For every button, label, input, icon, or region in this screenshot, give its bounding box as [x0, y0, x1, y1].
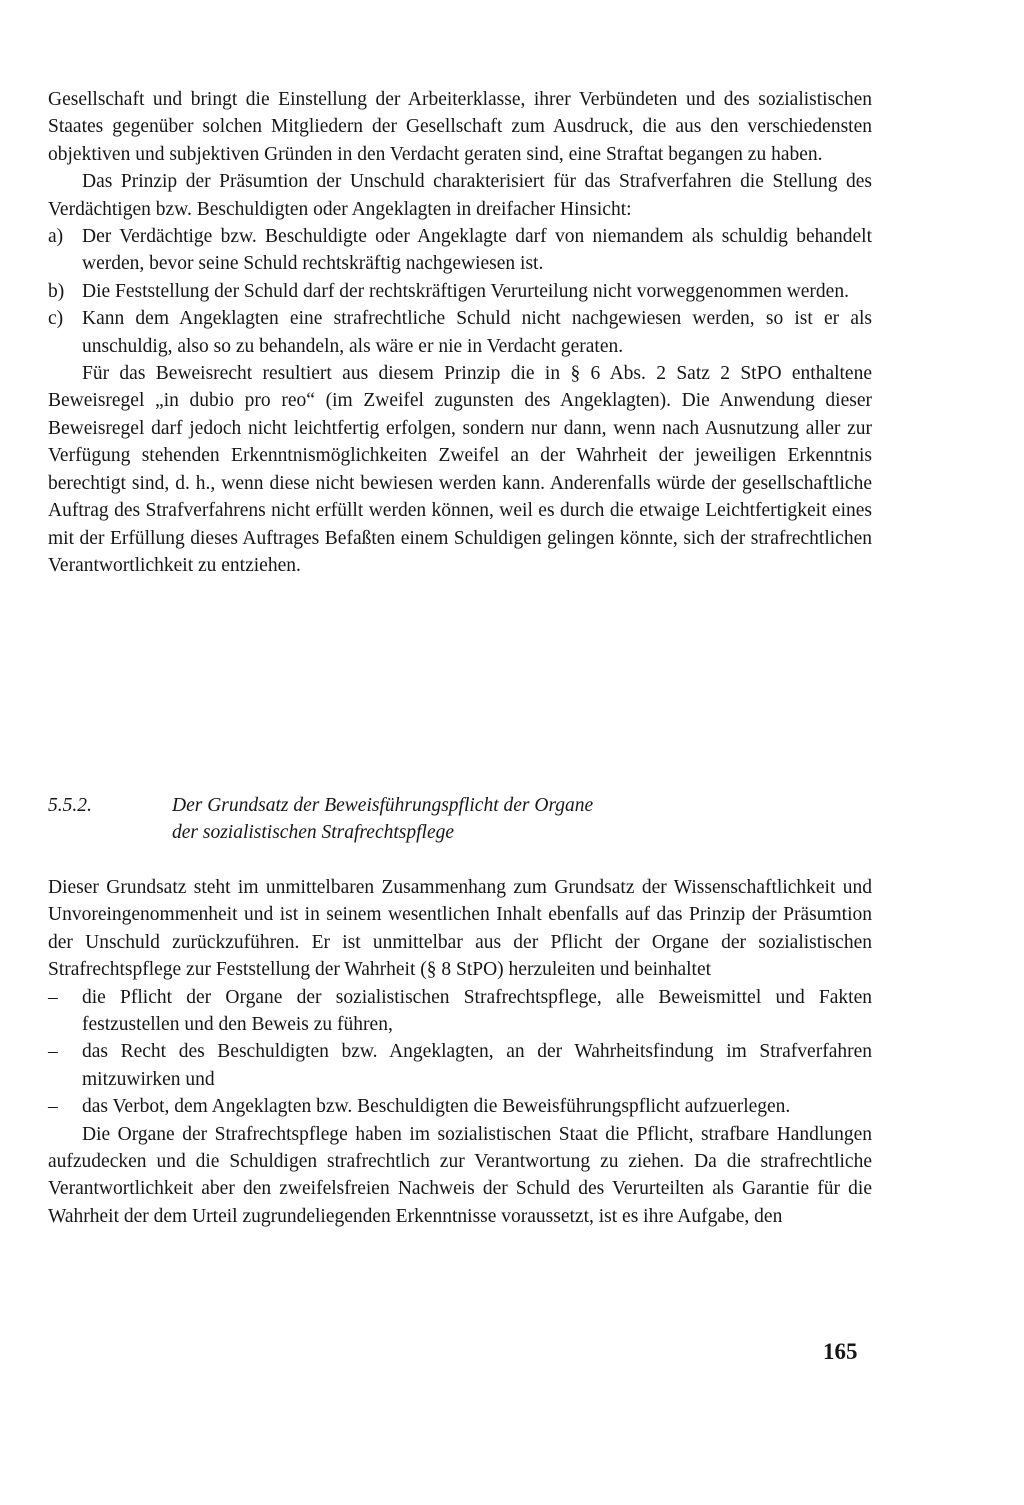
paragraph-continuation: Gesellschaft und bringt die Einstellung der Arbeiterklasse, ihrer Verbündeten und des sozialistischen Staates gegenüber solchen Mitgliedern der Gesellschaft zum Ausdruck, die aus den verschiedensten objektiven und subjektiven Gründen in den Verdacht geraten sind, eine Straftat begangen zu haben. — [48, 89, 872, 165]
list-item-a — [48, 223, 872, 278]
dash-item-text: das Verbot, dem Angeklagten bzw. Beschuldigten die Beweisführungspflicht aufzuerlegen. — [82, 1096, 791, 1118]
paragraph-organs-duty: Die Organe der Strafrechtspflege haben im sozialistischen Staat die Pflicht, strafbare Handlungen aufzudecken und die Schuldigen strafrechtlich zur Verantwortung zu ziehen. Da die strafrechtliche Verantwortlichkeit aber den zweifelsfreien Nachweis der Schuld des Verurteilten als Garantie für die Wahrheit der dem Urteil zugrundeliegenden Erkenntnisse voraussetzt, ist es ihre Aufgabe, den — [48, 1123, 872, 1227]
section-a — [48, 86, 872, 579]
paragraph-principle-intro: Dieser Grundsatz steht im unmittelbaren Zusammenhang zum Grundsatz der Wissenschaftlichkeit und Unvoreingenommenheit und ist in seinem wesentlichen Inhalt ebenfalls auf das Prinzip der Präsumtion der Unschuld zurückzuführen. Er ist unmittelbar aus der Pflicht der Organe der sozialistischen Strafrechtspflege zur Feststellung der Wahrheit (§ 8 StPO) herzuleiten und beinhaltet — [48, 877, 872, 981]
list-item-text: Der Verdächtige bzw. Beschuldigte oder Angeklagte darf von niemandem als schuldig behandelt werden, bevor seine Schuld rechtskräftig nachgewiesen ist. — [82, 226, 872, 275]
list-item-c — [48, 305, 872, 360]
list-marker: c) — [48, 308, 64, 330]
section-title-line-2: der sozialistischen Strafrechtspflege — [172, 822, 454, 844]
list-marker: b) — [48, 280, 65, 302]
paragraph-evidence-rule: Für das Beweisrecht resultiert aus diesem Prinzip die in § 6 Abs. 2 Satz 2 StPO enthaltene Beweisregel „in dubio pro reo“ (im Zweifel zugunsten des Angeklagten). Die Anwendung dieser Beweisregel darf jedoch nicht leichtfertig erfolgen, sondern nur dann, wenn nach Ausnutzung aller zur Verfügung stehenden Erkenntnismöglichkeiten Zweifel an der Wahrheit der jeweiligen Erkenntnis berechtigt sind, d. h., wenn diese nicht bewiesen werden kann. Anderenfalls würde der gesellschaftliche Auftrag des Strafverfahrens nicht erfüllt werden können, weil es durch die etwaige Leichtfertigkeit eines mit der Erfüllung dieses Auftrages Befaßten einem Schuldigen gelingen könnte, sich der strafrechtlichen Verantwortlichkeit zu entziehen. — [48, 363, 872, 576]
dash-item-2 — [48, 1038, 872, 1093]
dash-marker: – — [48, 1041, 58, 1063]
section-title — [172, 792, 872, 847]
list-marker: a) — [48, 226, 64, 248]
paragraph-presumption-intro: Das Prinzip der Präsumtion der Unschuld charakterisiert für das Strafverfahren die Stellung des Verdächtigen bzw. Beschuldigten oder Angeklagten in dreifacher Hinsicht: — [48, 171, 872, 220]
page-number: 165 — [823, 1339, 858, 1364]
section-title-line-1: Der Grundsatz der Beweisführungspflicht der Organe — [172, 795, 594, 816]
section-number: 5.5.2. — [48, 795, 92, 816]
list-item-text: Kann dem Angeklagten eine strafrechtliche Schuld nicht nachgewiesen werden, so ist er als unschuldig, also so zu behandeln, als wäre er nie in Verdacht geraten. — [82, 308, 872, 357]
dash-marker: – — [48, 986, 58, 1008]
list-item-b — [48, 278, 872, 305]
section-b — [48, 874, 872, 1230]
dash-item-text: das Recht des Beschuldigten bzw. Angeklagten, an der Wahrheitsfindung im Strafverfahren mitzuwirken und — [82, 1041, 872, 1090]
list-item-text: Die Feststellung der Schuld darf der rechtskräftigen Verurteilung nicht vorweggenommen werden. — [82, 280, 849, 302]
dash-item-3 — [48, 1093, 872, 1120]
dash-item-1 — [48, 984, 872, 1039]
dash-item-text: die Pflicht der Organe der sozialistischen Strafrechtspflege, alle Beweismittel und Fakten festzustellen und den Beweis zu führen, — [82, 986, 872, 1036]
dash-marker: – — [48, 1096, 58, 1118]
